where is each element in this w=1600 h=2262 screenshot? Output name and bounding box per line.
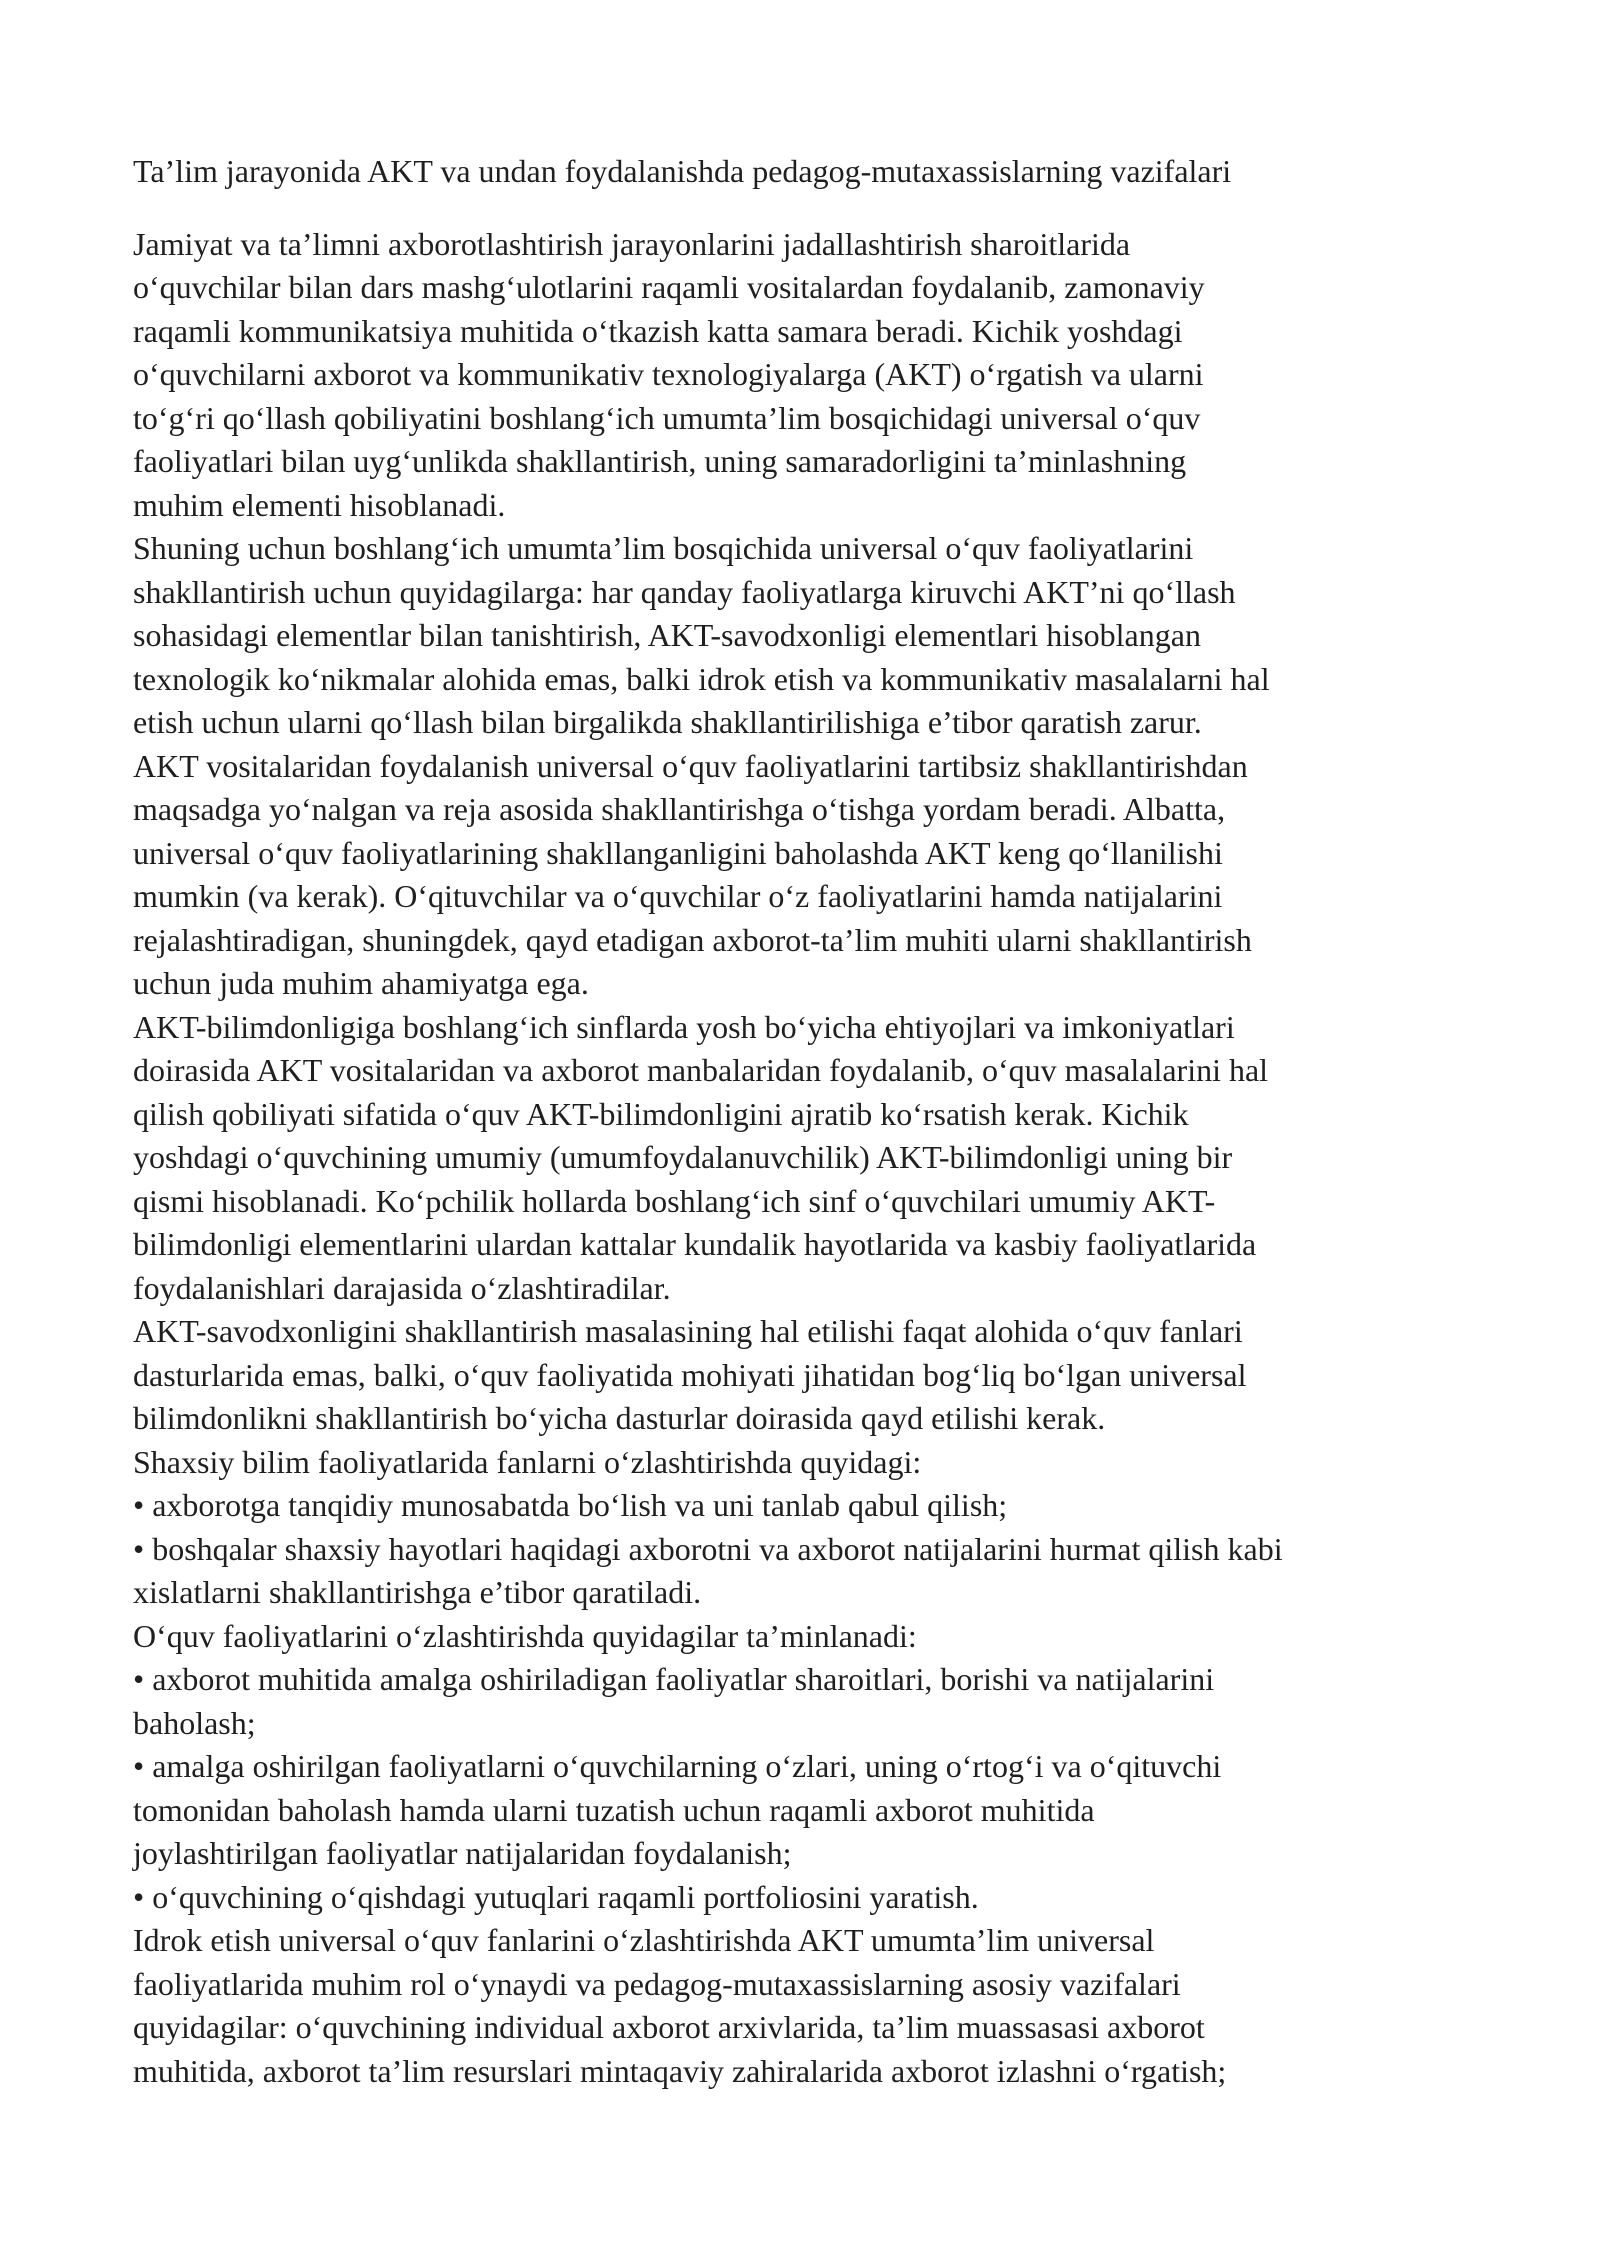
text-line: texnologik ko‘nikmalar alohida emas, balki idrok etish va kommunikativ masalalarni hal <box>133 660 1270 697</box>
text-line: rejalashtiradigan, shuningdek, qayd etadigan axborot-ta’lim muhiti ularni shakllantirish <box>133 921 1252 958</box>
text-line: yoshdagi o‘quvchining umumiy (umumfoydalanuvchilik) AKT-bilimdonligi uning bir <box>133 1139 1233 1175</box>
text-line: to‘g‘ri qo‘llash qobiliyatini boshlang‘ich umumta’lim bosqichidagi universal o‘quv <box>133 399 1201 436</box>
text-line: AKT-savodxonligini shakllantirish masalasining hal etilishi faqat alohida o‘quv fanlari <box>133 1313 1243 1349</box>
list-item: • o‘quvchining o‘qishdagi yutuqlari raqamli portfoliosini yaratish. <box>133 1878 979 1915</box>
text-line: doirasida AKT vositalaridan va axborot manbalaridan foydalanib, o‘quv masalalarini hal <box>133 1052 1269 1088</box>
list-item: • boshqalar shaxsiy hayotlari haqidagi axborotni va axborot natijalarini hurmat qilish kabi <box>133 1530 1283 1567</box>
text-line: universal o‘quv faoliyatlarining shakllanganligini baholashda AKT keng qo‘llanilishi <box>133 834 1223 871</box>
text-line: Jamiyat va ta’limni axborotlashtirish jarayonlarini jadallashtirish sharoitlarida <box>133 225 1131 262</box>
text-line: uchun juda muhim ahamiyatga ega. <box>133 965 589 1001</box>
text-line: xislatlarni shakllantirishga e’tibor qaratiladi. <box>133 1574 702 1610</box>
document-title: Ta’lim jarayonida AKT va undan foydalanishda pedagog-mutaxassislarning vazifalari <box>133 153 1232 189</box>
text-line: AKT-bilimdonligiga boshlang‘ich sinflarda yosh bo‘yicha ehtiyojlari va imkoniyatlari <box>133 1008 1235 1045</box>
text-line: Idrok etish universal o‘quv fanlarini o‘zlashtirishda AKT umumta’lim universal <box>133 1922 1155 1958</box>
text-line: maqsadga yo‘nalgan va reja asosida shakllantirishga o‘tishga yordam beradi. Albatta, <box>133 791 1226 827</box>
text-line: sohasidagi elementlar bilan tanishtirish, AKT-savodxonligi elementlari hisoblangan <box>133 617 1201 653</box>
text-line: Shuning uchun boshlang‘ich umumta’lim bosqichida universal o‘quv faoliyatlarini <box>133 530 1194 566</box>
list-item: • amalga oshirilgan faoliyatlarni o‘quvchilarning o‘zlari, uning o‘rtog‘i va o‘qituvchi <box>133 1748 1222 1784</box>
document-page <box>133 150 1503 2093</box>
text-line: bilimdonlikni shakllantirish bo‘yicha dasturlar doirasida qayd etilishi kerak. <box>133 1400 1106 1436</box>
document-body <box>133 223 1503 2094</box>
text-line: mumkin (va kerak). O‘qituvchilar va o‘quvchilar o‘z faoliyatlarini hamda natijalarini <box>133 878 1223 914</box>
text-line: muhitida, axborot ta’lim resurslari mintaqaviy zahiralarida axborot izlashni o‘rgatish; <box>133 2052 1227 2089</box>
text-line: tomonidan baholash hamda ularni tuzatish uchun raqamli axborot muhitida <box>133 1791 1095 1828</box>
text-line: bilimdonligi elementlarini ulardan kattalar kundalik hayotlarida va kasbiy faoliyatlarida <box>133 1226 1257 1262</box>
text-line: Shaxsiy bilim faoliyatlarida fanlarni o‘zlashtirishda quyidagi: <box>133 1443 922 1480</box>
text-line: AKT vositalaridan foydalanish universal o‘quv faoliyatlarini tartibsiz shakllantirishdan <box>133 747 1248 784</box>
text-line: muhim elementi hisoblanadi. <box>133 486 506 523</box>
text-line: o‘quvchilarni axborot va kommunikativ texnologiyalarga (AKT) o‘rgatish va ularni <box>133 356 1204 392</box>
text-line: joylashtirilgan faoliyatlar natijalaridan foydalanish; <box>133 1835 792 1871</box>
text-line: quyidagilar: o‘quvchining individual axborot arxivlarida, ta’lim muassasasi axborot <box>133 2009 1205 2045</box>
text-line: etish uchun ularni qo‘llash bilan birgalikda shakllantirilishiga e’tibor qaratish zarur. <box>133 704 1202 740</box>
text-line: baholash; <box>133 1704 256 1741</box>
text-line: qismi hisoblanadi. Ko‘pchilik hollarda boshlang‘ich sinf o‘quvchilari umumiy AKT- <box>133 1182 1216 1219</box>
list-item: • axborotga tanqidiy munosabatda bo‘lish va uni tanlab qabul qilish; <box>133 1487 1008 1523</box>
list-item: • axborot muhitida amalga oshiriladigan faoliyatlar sharoitlari, borishi va natijalarini <box>133 1661 1215 1697</box>
text-line: dasturlarida emas, balki, o‘quv faoliyatida mohiyati jihatidan bog‘liq bo‘lgan universal <box>133 1356 1247 1393</box>
text-line: faoliyatlari bilan uyg‘unlikda shakllantirish, uning samaradorligini ta’minlashning <box>133 443 1187 479</box>
text-line: faoliyatlarida muhim rol o‘ynaydi va pedagog-mutaxassislarning asosiy vazifalari <box>133 1965 1181 2002</box>
text-line: o‘quvchilar bilan dars mashg‘ulotlarini raqamli vositalardan foydalanib, zamonaviy <box>133 269 1205 305</box>
text-line: foydalanishlari darajasida o‘zlashtiradilar. <box>133 1269 671 1306</box>
text-line: qilish qobiliyati sifatida o‘quv AKT-bilimdonligini ajratib ko‘rsatish kerak. Kichik <box>133 1095 1189 1132</box>
text-line: raqamli kommunikatsiya muhitida o‘tkazish katta samara beradi. Kichik yoshdagi <box>133 312 1183 349</box>
text-line: O‘quv faoliyatlarini o‘zlashtirishda quyidagilar ta’minlanadi: <box>133 1617 917 1654</box>
text-line: shakllantirish uchun quyidagilarga: har qanday faoliyatlarga kiruvchi AKT’ni qo‘llash <box>133 573 1236 610</box>
